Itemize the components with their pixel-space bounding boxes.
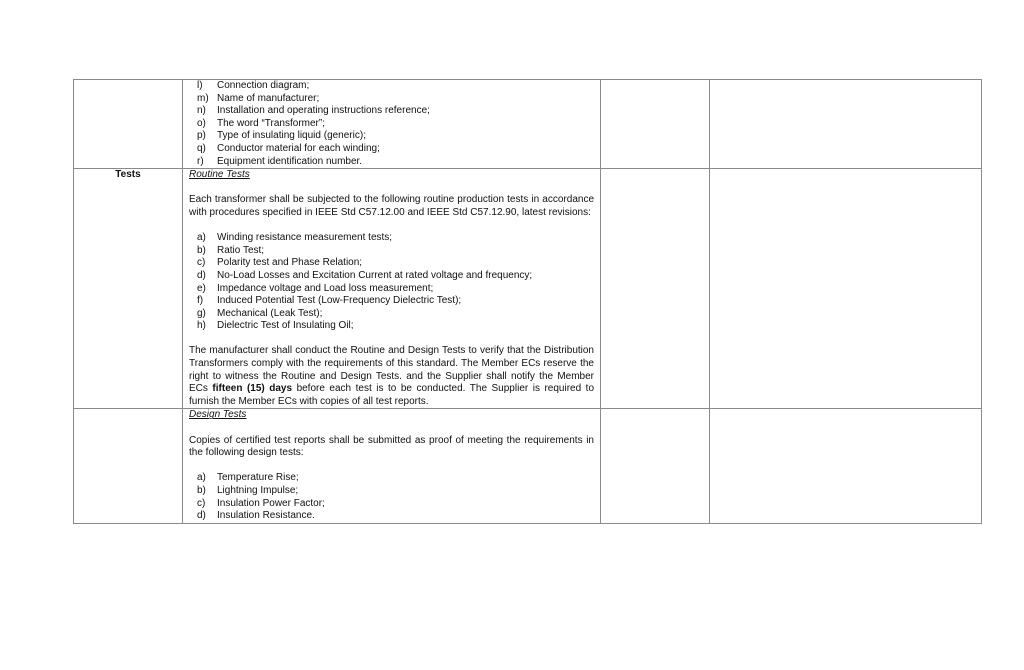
list-item: q) Conductor material for each winding; [197,142,380,154]
list-item: p) Type of insulating liquid (generic); [197,130,366,142]
routine-tests-intro: Each transformer shall be subjected to the following routine production tests in accordance with procedures specified in IEEE Std C57.12.00 and IEEE Std C57.12.90, latest revisions: [189,194,594,218]
list-item: o) The word “Transformer”; [197,117,325,129]
compliance-cell [601,80,710,169]
compliance-cell [601,409,710,523]
nameplate-list [189,80,594,168]
list-item: l) Connection diagram; [197,80,310,91]
table-row [74,80,982,169]
parameter-cell [74,80,183,169]
list-item: c) Polarity test and Phase Relation; [197,257,363,269]
list-item: f) Induced Potential Test (Low-Frequency Dielectric Test); [197,295,462,307]
design-tests-list [189,472,594,522]
list-item: d) No-Load Losses and Excitation Current at rated voltage and frequency; [197,269,533,281]
list-item: a) Temperature Rise; [197,472,299,484]
section-title-design-tests: Design Tests [189,409,247,421]
requirement-cell [183,80,601,169]
list-item: h) Dielectric Test of Insulating Oil; [197,320,354,332]
list-item: m) Name of manufacturer; [197,92,320,104]
parameter-cell [74,409,183,523]
list-item: b) Lightning Impulse; [197,485,299,496]
routine-tests-closing: The manufacturer shall conduct the Routine and Design Tests to verify that the Distribution Transformers comply with the requirements of this standard. The Member ECs reserve the right to witness the Routine and Design Tests. and the Supplier shall notify the Member ECs fifteen (15) days before each test is to be conducted. The Supplier is required to furnish the Member ECs with copies of all test reports. [189,345,595,407]
list-item: n) Installation and operating instructions reference; [197,105,430,117]
remarks-cell [710,409,982,523]
routine-tests-list [189,232,594,333]
list-item: c) Insulation Power Factor; [197,497,325,509]
requirement-cell [183,409,601,523]
requirement-cell [183,169,601,409]
list-item: e) Impedance voltage and Load loss measurement; [197,282,434,294]
compliance-cell [601,169,710,409]
specification-table [73,79,982,524]
table-row [74,169,982,409]
list-item: r) Equipment identification number. [197,155,363,167]
remarks-cell [710,169,982,409]
remarks-cell [710,80,982,169]
list-item: b) Ratio Test; [197,244,265,256]
list-item: d) Insulation Resistance. [197,510,315,522]
section-title-routine-tests: Routine Tests [189,169,250,181]
parameter-label: Tests [74,169,183,409]
table-row [74,409,982,523]
design-tests-intro: Copies of certified test reports shall be submitted as proof of meeting the requirements in the following design tests: [189,434,594,459]
notice-period: fifteen (15) days [212,383,293,395]
list-item: g) Mechanical (Leak Test); [197,307,323,319]
list-item: a) Winding resistance measurement tests; [197,232,393,244]
